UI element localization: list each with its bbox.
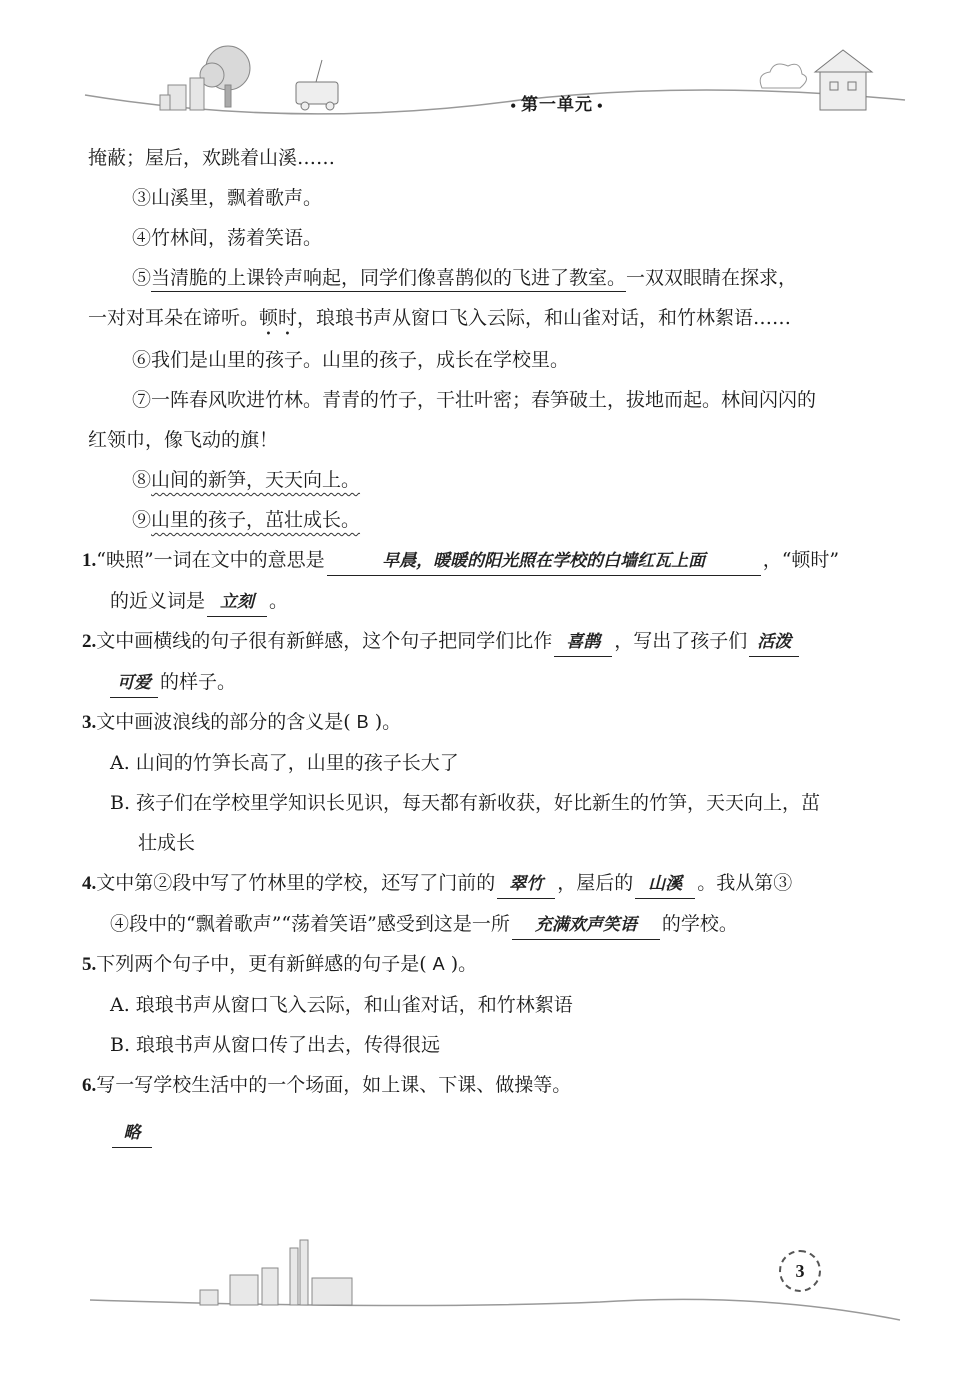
question-4 bbox=[82, 863, 908, 904]
question-text: 的近义词是 bbox=[110, 590, 206, 612]
option-b bbox=[88, 783, 908, 823]
paragraph-5-cont bbox=[88, 298, 908, 340]
footer-decoration bbox=[0, 1230, 979, 1330]
question-number: 2. bbox=[82, 631, 97, 652]
option-a bbox=[88, 985, 908, 1025]
question-3 bbox=[82, 702, 908, 743]
question-2-cont bbox=[88, 662, 908, 702]
answer-blank[interactable]: 立刻 bbox=[207, 588, 267, 617]
question-1 bbox=[82, 540, 908, 581]
passage-text: 一双双眼睛在探求， bbox=[626, 267, 798, 289]
unit-header bbox=[497, 90, 617, 115]
choice-answer[interactable]: A bbox=[432, 954, 445, 974]
house-icon bbox=[815, 50, 872, 110]
paragraph-7 bbox=[88, 380, 908, 420]
question-text: ，写出了孩子们 bbox=[614, 630, 748, 652]
answer-blank[interactable]: 略 bbox=[112, 1119, 152, 1148]
option-text: A. 山间的竹笋长高了，山里的孩子长大了 bbox=[110, 752, 459, 774]
question-text: 文中第②段中写了竹林里的学校，还写了门前的 bbox=[96, 872, 496, 894]
passage-text: 红领巾，像飞动的旗！ bbox=[88, 429, 279, 451]
paragraph-7-cont bbox=[88, 420, 908, 460]
passage-text: ③山溪里，飘着歌声。 bbox=[132, 187, 323, 209]
paragraph-4 bbox=[88, 218, 908, 258]
question-text: )。 bbox=[374, 711, 402, 733]
page-content bbox=[82, 138, 908, 1152]
answer-blank[interactable]: 早晨，暖暖的阳光照在学校的白墙红瓦上面 bbox=[327, 547, 761, 576]
truck-icon bbox=[296, 60, 338, 110]
question-text: ，“顿时” bbox=[762, 549, 840, 571]
question-number: 1. bbox=[82, 550, 97, 571]
question-number: 4. bbox=[82, 873, 97, 894]
question-text: 的学校。 bbox=[661, 913, 738, 935]
answer-blank[interactable]: 山溪 bbox=[635, 870, 695, 899]
question-text: “映照”一词在文中的意思是 bbox=[96, 549, 325, 571]
answer-blank[interactable]: 喜鹊 bbox=[554, 628, 612, 657]
buildings-left-icon bbox=[160, 78, 204, 110]
question-text: 写一写学校生活中的一个场面，如上课、下课、做操等。 bbox=[96, 1074, 572, 1096]
choice-answer[interactable]: B bbox=[356, 712, 369, 732]
question-number: 5. bbox=[82, 954, 97, 975]
question-2 bbox=[82, 621, 908, 662]
option-b-cont bbox=[88, 823, 908, 863]
answer-blank[interactable]: 翠竹 bbox=[497, 870, 555, 899]
paragraph-number: ⑨ bbox=[132, 509, 152, 531]
city-skyline-icon bbox=[200, 1240, 352, 1305]
page-number: 3 bbox=[795, 1261, 805, 1281]
passage-text: ④竹林间，荡着笑语。 bbox=[132, 227, 323, 249]
passage-text: 掩蔽；屋后，欢跳着山溪…… bbox=[88, 147, 336, 169]
paragraph-number: ⑤ bbox=[132, 267, 152, 289]
question-6 bbox=[82, 1065, 908, 1106]
option-text: B. 孩子们在学校里学知识长见识，每天都有新收获，好比新生的竹笋，天天向上，茁 bbox=[110, 792, 821, 814]
paragraph-5 bbox=[88, 258, 908, 298]
paragraph-6 bbox=[88, 340, 908, 380]
question-text: ④段中的“飘着歌声”“荡着笑语”感受到这是一所 bbox=[110, 913, 510, 935]
option-text: 壮成长 bbox=[138, 832, 196, 854]
answer-blank[interactable]: 可爱 bbox=[110, 669, 158, 698]
question-text: 文中画横线的句子很有新鲜感，这个句子把同学们比作 bbox=[96, 630, 553, 652]
paragraph-8 bbox=[88, 460, 908, 500]
question-1-cont bbox=[88, 581, 908, 621]
question-text: 。我从第③ bbox=[697, 872, 793, 894]
option-b bbox=[88, 1025, 908, 1065]
header-dot-icon: • bbox=[596, 98, 605, 113]
header-decoration bbox=[0, 40, 979, 130]
question-text: )。 bbox=[450, 953, 478, 975]
underlined-sentence: 当清脆的上课铃声响起，同学们像喜鹊似的飞进了教室。 bbox=[151, 267, 626, 292]
paragraph-9 bbox=[88, 500, 908, 540]
passage-text: ⑦一阵春风吹进竹林。青青的竹子，干壮叶密；春笋破土，拔地而起。林间闪闪的 bbox=[132, 389, 817, 411]
wavy-underlined-text: 山间的新笋，天天向上。 bbox=[151, 469, 361, 491]
question-text: 的样子。 bbox=[160, 671, 237, 693]
question-4-cont bbox=[88, 904, 908, 944]
option-text: B. 琅琅书声从窗口传了出去，传得很远 bbox=[110, 1034, 441, 1056]
header-dot-icon: • bbox=[509, 98, 518, 113]
page-number-badge bbox=[779, 1250, 821, 1292]
question-text: 下列两个句子中，更有新鲜感的句子是( bbox=[96, 953, 427, 975]
wavy-underlined-text: 山里的孩子，茁壮成长。 bbox=[151, 509, 361, 531]
answer-blank[interactable]: 活泼 bbox=[749, 628, 799, 657]
question-text: 文中画波浪线的部分的含义是( bbox=[96, 711, 351, 733]
dotted-word: 顿时 bbox=[259, 307, 298, 329]
paragraph-3 bbox=[88, 178, 908, 218]
question-6-answer bbox=[88, 1112, 908, 1152]
passage-text: ⑥我们是山里的孩子。山里的孩子，成长在学校里。 bbox=[132, 349, 570, 371]
cloud-icon bbox=[760, 64, 806, 88]
passage-text: 一对对耳朵在谛听。 bbox=[88, 307, 260, 329]
question-number: 3. bbox=[82, 712, 97, 733]
passage-text: ，琅琅书声从窗口飞入云际，和山雀对话，和竹林絮语…… bbox=[297, 307, 792, 329]
tree-icon bbox=[200, 46, 250, 107]
option-text: A. 琅琅书声从窗口飞入云际，和山雀对话，和竹林絮语 bbox=[110, 994, 573, 1016]
paragraph-number: ⑧ bbox=[132, 469, 152, 491]
option-a bbox=[88, 743, 908, 783]
question-text: ，屋后的 bbox=[557, 872, 634, 894]
question-5 bbox=[82, 944, 908, 985]
passage-line bbox=[88, 138, 908, 178]
answer-blank[interactable]: 充满欢声笑语 bbox=[512, 911, 660, 940]
unit-title: 第一单元 bbox=[521, 95, 593, 115]
question-number: 6. bbox=[82, 1075, 97, 1096]
question-text: 。 bbox=[269, 590, 289, 612]
